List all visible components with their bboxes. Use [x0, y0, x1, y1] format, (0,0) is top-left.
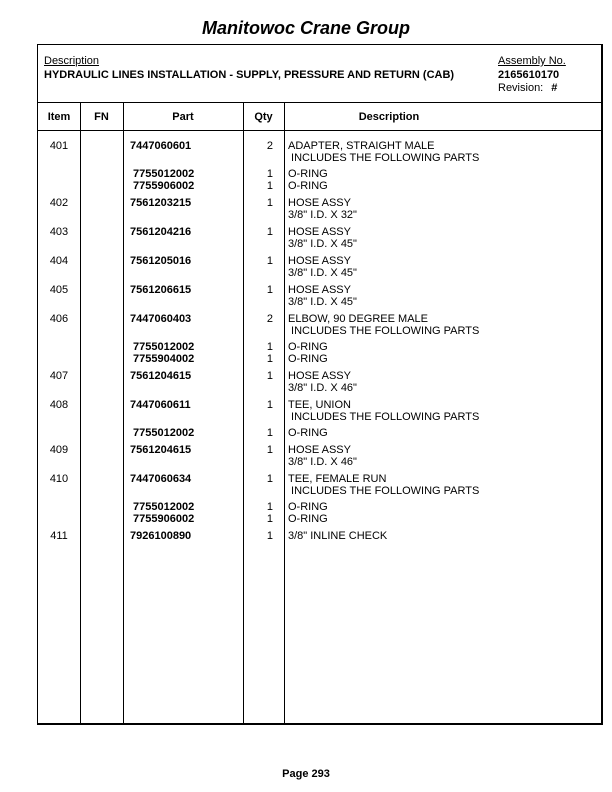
part-number: 7755012002 — [130, 427, 195, 439]
part-description: INCLUDES THE FOLLOWING PARTS — [288, 325, 480, 337]
quantity: 2 — [266, 313, 273, 325]
column-header-item: Item — [47, 111, 71, 123]
column-divider — [243, 102, 244, 723]
part-description: O-RING — [288, 341, 328, 353]
part-number: 7755904002 — [130, 353, 195, 365]
quantity: 1 — [266, 226, 273, 238]
column-divider — [123, 102, 124, 723]
quantity: 1 — [266, 444, 273, 456]
quantity: 2 — [266, 140, 273, 152]
part-description: INCLUDES THE FOLLOWING PARTS — [288, 411, 480, 423]
part-description: ELBOW, 90 DEGREE MALE — [288, 313, 428, 325]
item-number: 404 — [49, 255, 69, 267]
part-description: INCLUDES THE FOLLOWING PARTS — [288, 485, 480, 497]
quantity: 1 — [266, 530, 273, 542]
item-number: 408 — [49, 399, 69, 411]
part-number: 7755012002 — [130, 168, 195, 180]
item-number: 411 — [50, 530, 68, 542]
item-number: 402 — [49, 197, 69, 209]
part-description: O-RING — [288, 513, 328, 525]
quantity: 1 — [266, 353, 273, 365]
part-number: 7561204216 — [130, 226, 192, 238]
column-divider — [80, 102, 81, 723]
part-description: 3/8" I.D. X 46" — [288, 456, 357, 468]
quantity: 1 — [266, 341, 273, 353]
part-description: O-RING — [288, 168, 328, 180]
quantity: 1 — [266, 473, 273, 485]
part-description: O-RING — [288, 180, 328, 192]
part-description: 3/8" I.D. X 32" — [288, 209, 357, 221]
part-number: 7755012002 — [130, 501, 195, 513]
assembly-description: HYDRAULIC LINES INSTALLATION - SUPPLY, PRESSURE AND RETURN (CAB) — [44, 69, 455, 81]
page-title: Manitowoc Crane Group — [201, 18, 410, 38]
description-label: Description — [44, 55, 100, 67]
part-description: INCLUDES THE FOLLOWING PARTS — [288, 152, 480, 164]
part-description: HOSE ASSY — [288, 255, 351, 267]
part-description: 3/8" I.D. X 45" — [288, 238, 357, 250]
part-number: 7447060403 — [130, 313, 192, 325]
quantity: 1 — [266, 197, 273, 209]
part-description: TEE, FEMALE RUN — [288, 473, 387, 485]
item-number: 405 — [49, 284, 69, 296]
part-number: 7561205016 — [130, 255, 192, 267]
part-description: HOSE ASSY — [288, 370, 351, 382]
quantity: 1 — [266, 399, 273, 411]
quantity: 1 — [266, 168, 273, 180]
assembly-number: 2165610170 — [498, 69, 560, 81]
revision-value: # — [551, 82, 558, 94]
quantity: 1 — [266, 501, 273, 513]
part-description: 3/8" I.D. X 46" — [288, 382, 357, 394]
revision — [498, 82, 557, 94]
column-header-description: Description — [358, 111, 420, 123]
revision-label: Revision: — [498, 82, 544, 94]
column-header-qty: Qty — [254, 111, 273, 123]
part-description: HOSE ASSY — [288, 284, 351, 296]
assembly-number-label: Assembly No. — [498, 55, 566, 67]
column-header-fn: FN — [94, 111, 109, 123]
part-description: 3/8" I.D. X 45" — [288, 296, 357, 308]
quantity: 1 — [266, 427, 273, 439]
part-number: 7755906002 — [130, 513, 195, 525]
part-number: 7755012002 — [130, 341, 195, 353]
quantity: 1 — [266, 255, 273, 267]
part-number: 7561203215 — [130, 197, 192, 209]
item-number: 409 — [49, 444, 69, 456]
part-description: O-RING — [288, 353, 328, 365]
column-divider — [284, 102, 285, 723]
parts-table-frame — [37, 44, 603, 725]
part-number: 7561206615 — [130, 284, 192, 296]
quantity: 1 — [266, 284, 273, 296]
part-description: HOSE ASSY — [288, 197, 351, 209]
part-number: 7561204615 — [130, 370, 192, 382]
part-number: 7755906002 — [130, 180, 195, 192]
item-number: 403 — [49, 226, 69, 238]
quantity: 1 — [266, 180, 273, 192]
page-number: Page 293 — [282, 768, 330, 780]
part-description: HOSE ASSY — [288, 226, 351, 238]
part-description: ADAPTER, STRAIGHT MALE — [288, 140, 435, 152]
item-number: 406 — [49, 313, 69, 325]
item-number: 401 — [49, 140, 69, 152]
quantity: 1 — [266, 370, 273, 382]
part-number: 7447060634 — [130, 473, 192, 485]
part-number: 7447060611 — [130, 399, 191, 411]
part-description: TEE, UNION — [288, 399, 351, 411]
part-description: O-RING — [288, 427, 328, 439]
part-description: O-RING — [288, 501, 328, 513]
part-number: 7926100890 — [130, 530, 192, 542]
part-description: 3/8" INLINE CHECK — [288, 530, 388, 542]
part-number: 7447060601 — [130, 140, 192, 152]
part-description: 3/8" I.D. X 45" — [288, 267, 357, 279]
part-number: 7561204615 — [130, 444, 192, 456]
part-description: HOSE ASSY — [288, 444, 351, 456]
column-header-part: Part — [172, 111, 194, 123]
item-number: 410 — [49, 473, 69, 485]
item-number: 407 — [49, 370, 69, 382]
quantity: 1 — [266, 513, 273, 525]
